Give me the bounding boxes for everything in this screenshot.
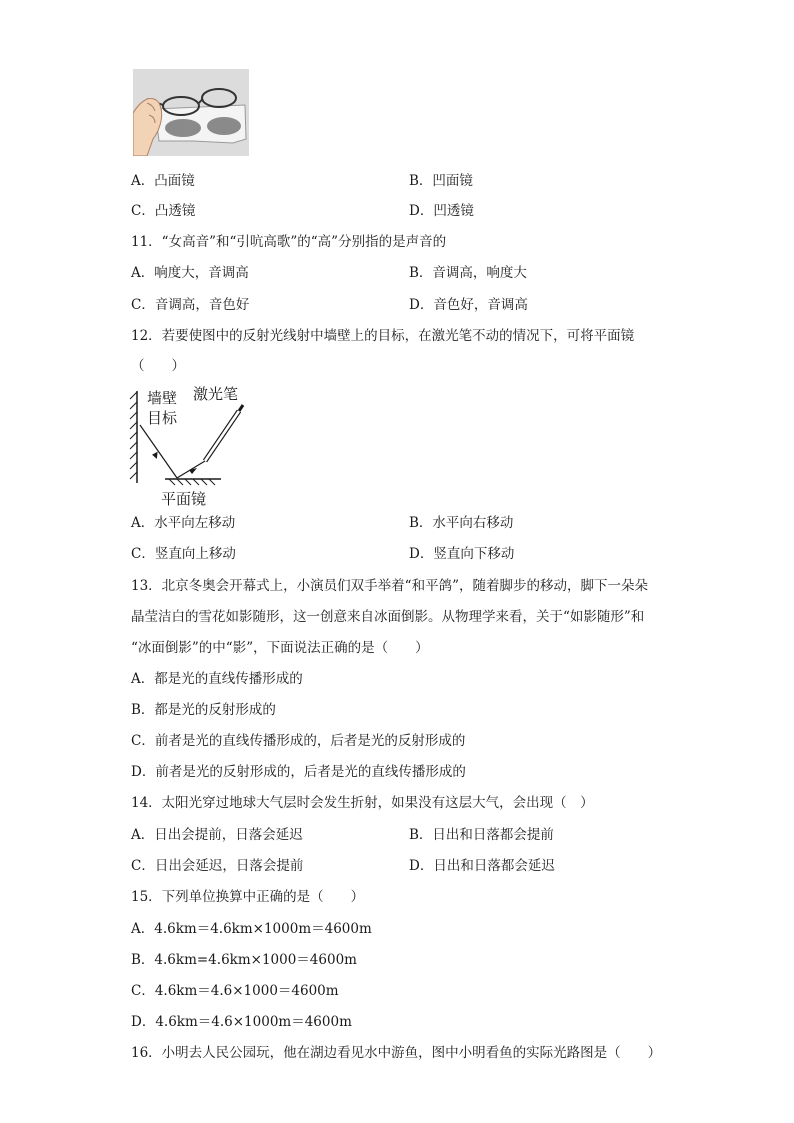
q14-option-d[interactable]: D．日出和日落都会延迟 bbox=[409, 858, 555, 874]
q13-option-c[interactable]: C．前者是光的直线传播形成的，后者是光的反射形成的 bbox=[131, 733, 466, 749]
laser-label: 激光笔 bbox=[193, 385, 239, 403]
q12-stem-cont: （ ） bbox=[131, 358, 185, 374]
q13-option-a[interactable]: A．都是光的直线传播形成的 bbox=[131, 671, 303, 687]
q11-option-c[interactable]: C．音调高，音色好 bbox=[131, 297, 250, 313]
q13-stem-line1: 13．北京冬奥会开幕式上，小演员们双手举着“和平鸽”，随着脚步的移动，脚下一朵朵 bbox=[131, 578, 648, 594]
wall-label: 墙壁 bbox=[147, 389, 178, 407]
q12-option-c[interactable]: C．竖直向上移动 bbox=[131, 546, 236, 562]
q12-option-b[interactable]: B．水平向右移动 bbox=[409, 515, 514, 531]
q12-stem: 12．若要使图中的反射光线射中墙壁上的目标，在激光笔不动的情况下，可将平面镜 bbox=[131, 328, 635, 344]
glasses-figure bbox=[133, 69, 249, 156]
q15-option-c[interactable]: C．4.6km＝4.6×1000＝4600m bbox=[131, 983, 339, 999]
q14-option-b[interactable]: B．日出和日落都会提前 bbox=[409, 827, 554, 843]
q10-option-c[interactable]: C．凸透镜 bbox=[131, 203, 196, 219]
q12-option-a[interactable]: A．水平向左移动 bbox=[131, 515, 236, 531]
target-label: 目标 bbox=[147, 409, 178, 427]
q15-option-d[interactable]: D．4.6km＝4.6×1000m＝4600m bbox=[131, 1014, 352, 1030]
q14-option-c[interactable]: C．日出会延迟，日落会提前 bbox=[131, 858, 304, 874]
q11-stem: 11．“女高音”和“引吭高歌”的“高”分别指的是声音的 bbox=[131, 234, 447, 250]
q10-option-d[interactable]: D．凹透镜 bbox=[409, 203, 474, 219]
q13-option-b[interactable]: B．都是光的反射形成的 bbox=[131, 702, 276, 718]
q11-option-a[interactable]: A．响度大，音调高 bbox=[131, 265, 249, 281]
q10-option-a[interactable]: A．凸面镜 bbox=[131, 173, 195, 189]
q13-stem-line2: 晶莹洁白的雪花如影随形，这一创意来自冰面倒影。从物理学来看，关于“如影随形”和 bbox=[131, 609, 645, 625]
q12-option-d[interactable]: D．竖直向下移动 bbox=[409, 546, 515, 562]
laser-mirror-figure bbox=[125, 383, 255, 508]
q16-stem: 16．小明去人民公园玩，他在湖边看见水中游鱼，图中小明看鱼的实际光路图是（ ） bbox=[131, 1045, 662, 1061]
mirror-label: 平面镜 bbox=[161, 490, 207, 508]
q14-option-a[interactable]: A．日出会提前，日落会延迟 bbox=[131, 827, 303, 843]
q15-option-a[interactable]: A．4.6km＝4.6km×1000m＝4600m bbox=[131, 921, 372, 937]
q15-stem: 15．下列单位换算中正确的是（ ） bbox=[131, 889, 365, 905]
q14-stem: 14．太阳光穿过地球大气层时会发生折射，如果没有这层大气，会出现（ ） bbox=[131, 795, 594, 811]
q11-option-d[interactable]: D．音色好，音调高 bbox=[409, 297, 528, 313]
q10-option-b[interactable]: B．凹面镜 bbox=[409, 173, 473, 189]
q11-option-b[interactable]: B．音调高，响度大 bbox=[409, 265, 527, 281]
q15-option-b[interactable]: B．4.6km=4.6km×1000＝4600m bbox=[131, 952, 357, 968]
q13-stem-line3: “冰面倒影”的中“影”，下面说法正确的是（ ） bbox=[131, 640, 429, 656]
q13-option-d[interactable]: D．前者是光的反射形成的，后者是光的直线传播形成的 bbox=[131, 764, 466, 780]
